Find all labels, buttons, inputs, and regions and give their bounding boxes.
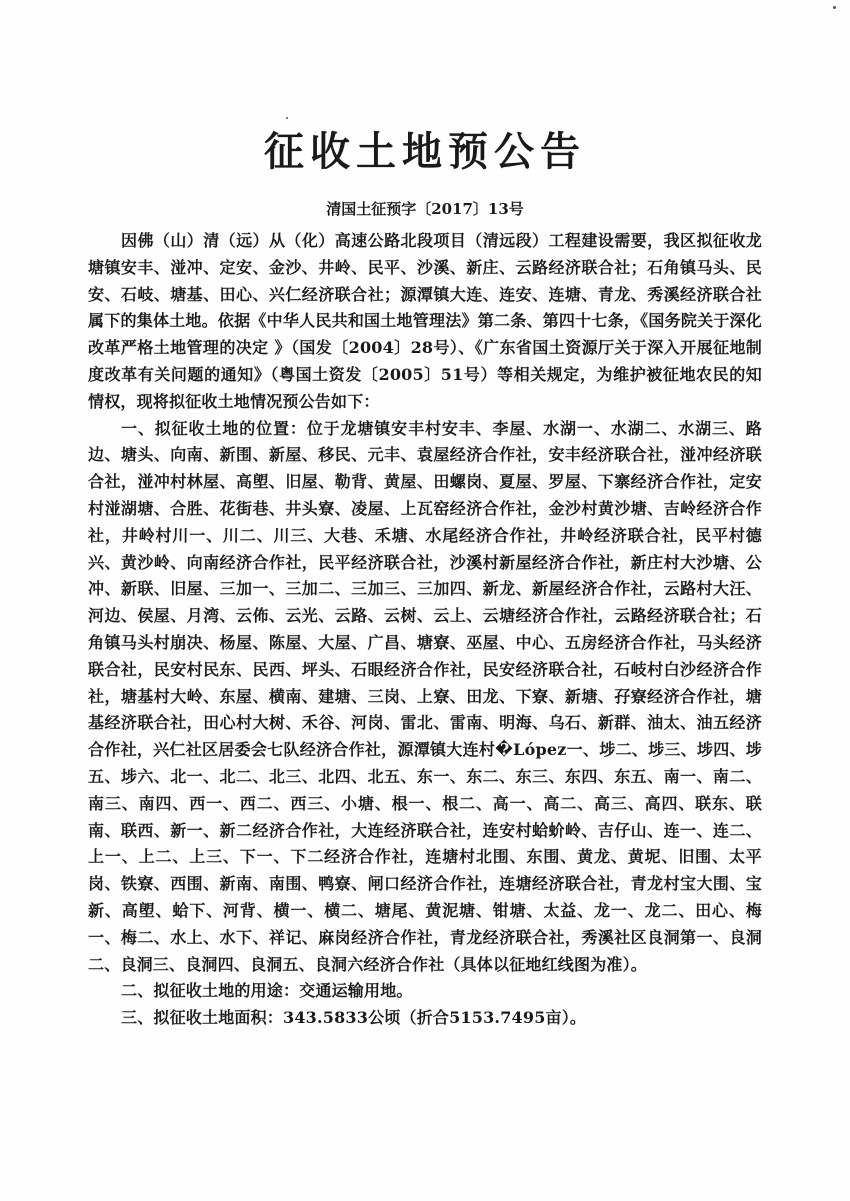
intro-paragraph: 因佛（山）清（远）从（化）高速公路北段项目（清远段）工程建设需要，我区拟征收龙塘镇安丰、湴冲、定安、金沙、井岭、民平、沙溪、新庄、云路经济联合社；石角镇马头、民安、石岐、塘基、田心、兴仁经济联合社；源潭镇大连、连安、连塘、青龙、秀溪经济联合社属下的集体土地。依据《中华人民共和国土地管理法》第二条、第四十七条，《国务院关于深化改革严格土地管理的决定 》（国发〔2004〕28号）、《广东省国土资源厅关于深入开展征地制度改革有关问题的通知》（粤国土资发〔2005〕51号）等相关规定，为维护被征地农民的知情权，现将拟征收土地情况预公告如下： xyxy=(88,231,762,411)
document-number: 清国土征预字〔2017〕13号 xyxy=(326,200,524,218)
notice-body xyxy=(88,228,762,1032)
section-usage: 二、拟征收土地的用途：交通运输用地。 xyxy=(121,981,413,1001)
notice-title: 征收土地预公告 xyxy=(264,128,586,175)
section-location: 一、拟征收土地的位置：位于龙塘镇安丰村安丰、李屋、水湖一、水湖二、水湖三、路边、塘头、向南、新围、新屋、移民、元丰、袁屋经济合作社，安丰经济联合社，湴冲经济联合社，湴冲村林屋、高塱、旧屋、勒背、黄屋、田螺岗、夏屋、罗屋、下寨经济合作社，定安村湴湖塘、合胜、花街巷、井头寮、凌屋、上瓦窑经济合作社，金沙村黄沙塘、吉岭经济合作社，井岭村川一、川二、川三、大巷、禾塘、水尾经济合作社，井岭经济联合社，民平村德兴、黄沙岭、向南经济合作社，民平经济联合社，沙溪村新屋经济合作社，新庄村大沙塘、公冲、新联、旧屋、三加一、三加二、三加三、三加四、新龙、新屋经济合作社，云路村大汪、河边、侯屋、月湾、云佈、云光、云路、云树、云上、云塘经济合作社，云路经济联合社；石角镇马头村崩决、杨屋、陈屋、大屋、广昌、塘寮、巫屋、中心、五房经济合作社，马头经济联合社，民安村民东、民西、坪头、石眼经济合作社，民安经济联合社，石岐村白沙经济合作社，塘基村大岭、东屋、横南、建塘、三岗、上寮、田龙、下寮、新塘、孖寮经济合作社，塘基经济联合社，田心村大树、禾谷、河岗、雷北、雷南、明海、乌石、新群、油太、油五经济合作社，兴仁社区居委会七队经济合作社，源潭镇大连村�López一、埗二、埗三、埗四、埗五、埗六、北一、北二、北三、北四、北五、东一、东二、东三、东四、东五、南一、南二、南三、南四、西一、西二、西三、小塘、根一、根二、高一、高二、高三、高四、联东、联南、联西、新一、新二经济合作社，大连经济联合社，连安村蛤蚧岭、吉仔山、连一、连二、上一、上二、上三、下一、下二经济合作社，连塘村北围、东围、黄龙、黄坭、旧围、太平岗、铁寮、西围、新南、南围、鸭寮、闸口经济合作社，连塘经济联合社，青龙村宝大围、宝新、高塱、蛤下、河背、横一、横二、塘尾、黄泥塘、钳塘、太益、龙一、龙二、田心、梅一、梅二、水上、水下、祥记、麻岗经济合作社，青龙经济联合社，秀溪社区良洞第一、良洞二、良洞三、良洞四、良洞五、良洞六经济合作社（具体以征地红线图为准）。 xyxy=(88,418,762,974)
section-area: 三、拟征收土地面积：343.5833公顷（折合5153.7495亩）。 xyxy=(121,1008,587,1028)
scan-speck xyxy=(833,6,836,9)
scan-speck xyxy=(286,117,288,119)
